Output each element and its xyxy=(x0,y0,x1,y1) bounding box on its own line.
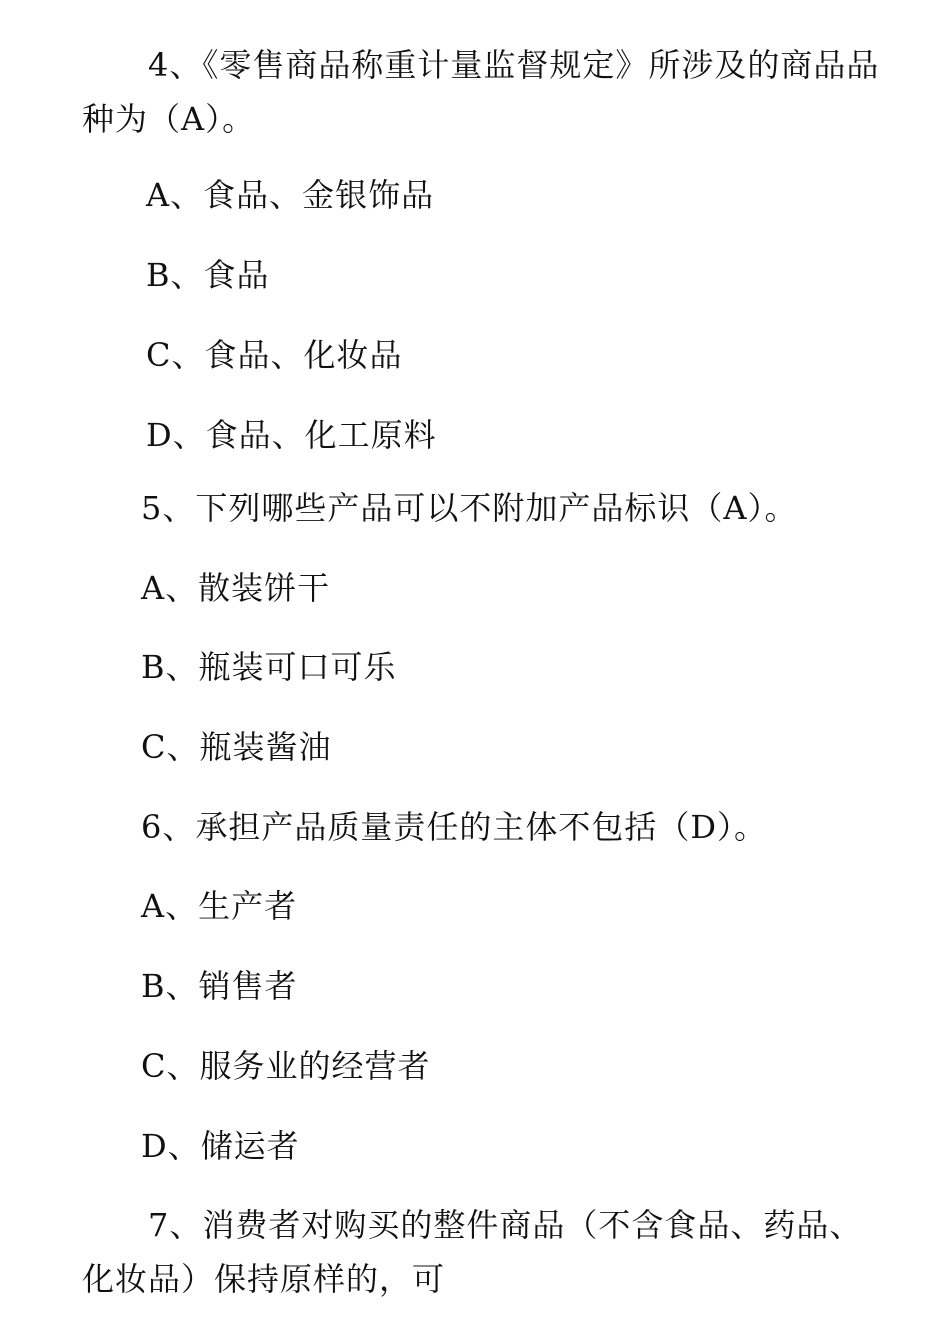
question-5-option-b: B、瓶装可口可乐 xyxy=(141,648,397,686)
question-5-stem: 5、下列哪些产品可以不附加产品标识（A）。 xyxy=(141,489,798,527)
question-6-stem: 6、承担产品质量责任的主体不包括（D）。 xyxy=(141,808,768,846)
question-4-option-c: C、食品、化妆品 xyxy=(146,336,403,374)
question-6-option-d: D、储运者 xyxy=(141,1127,300,1165)
question-4-option-b: B、食品 xyxy=(146,256,270,294)
question-7-stem: 7、消费者对购买的整件商品（不含食品、药品、化妆品）保持原样的，可 xyxy=(82,1206,863,1298)
question-4-option-a: A、食品、金银饰品 xyxy=(146,176,435,214)
question-6-option-c: C、服务业的经营者 xyxy=(141,1047,431,1085)
question-6-option-a: A、生产者 xyxy=(141,887,298,925)
question-4-option-d: D、食品、化工原料 xyxy=(146,416,437,454)
question-5-option-c: C、瓶装酱油 xyxy=(141,728,332,766)
question-5-option-a: A、散装饼干 xyxy=(141,569,331,607)
question-4-stem: 4、《零售商品称重计量监督规定》所涉及的商品品种为（A）。 xyxy=(82,46,880,138)
question-6-option-b: B、销售者 xyxy=(141,967,298,1005)
